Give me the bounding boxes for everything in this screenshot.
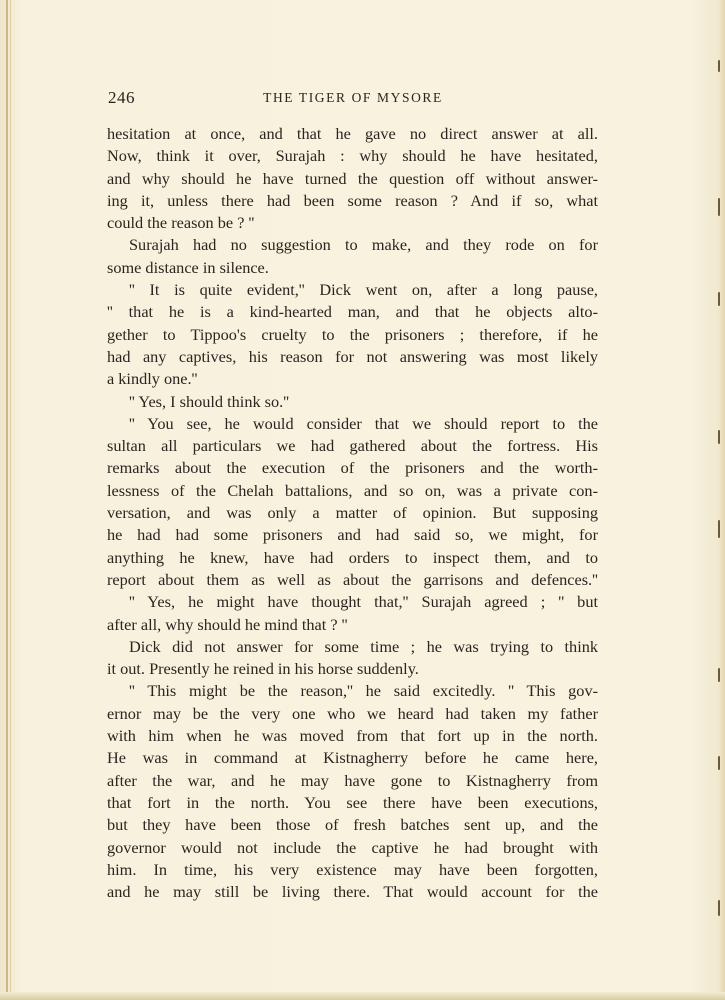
text-line: He was in command at Kistnagherry before he came here, bbox=[107, 748, 598, 768]
binding-edge bbox=[6, 0, 8, 1000]
scan-mark bbox=[718, 756, 720, 770]
text-line: it out. Presently he reined in his horse suddenly. bbox=[107, 659, 419, 679]
text-line: versation, and was only a matter of opinion. But supposing bbox=[107, 503, 598, 523]
text-line: '' You see, he would consider that we should report to the bbox=[129, 413, 598, 433]
text-line: gether to Tippoo's cruelty to the prisoners ; therefore, if he bbox=[107, 324, 598, 344]
page-number: 246 bbox=[108, 88, 135, 107]
page-bottom-edge bbox=[0, 992, 725, 1000]
body-text bbox=[107, 123, 598, 903]
page-header bbox=[108, 88, 598, 108]
text-line: but they have been those of fresh batches sent up, and the bbox=[107, 815, 598, 835]
text-line: some distance in silence. bbox=[107, 257, 269, 277]
text-line: '' This might be the reason,'' he said excitedly. '' This gov- bbox=[129, 681, 598, 701]
text-line: lessness of the Chelah battalions, and so on, was a private con- bbox=[107, 480, 598, 500]
text-line: sultan all particulars we had gathered about the fortress. His bbox=[107, 436, 598, 456]
text-line: Now, think it over, Surajah : why should he have hesitated, bbox=[107, 146, 598, 166]
text-line: and why should he have turned the question off without answer- bbox=[107, 168, 598, 188]
text-line: after all, why should he mind that ? '' bbox=[107, 614, 348, 634]
text-line: had any captives, his reason for not answering was most likely bbox=[107, 346, 598, 366]
scan-mark bbox=[718, 900, 720, 916]
scan-mark bbox=[718, 520, 720, 538]
text-line: Surajah had no suggestion to make, and they rode on for bbox=[129, 235, 598, 255]
page-right-edge bbox=[719, 0, 725, 1000]
scan-mark bbox=[718, 430, 720, 444]
scan-mark bbox=[718, 292, 720, 306]
running-title: THE TIGER OF MYSORE bbox=[263, 90, 443, 105]
text-line: him. In time, his very existence may have been forgotten, bbox=[107, 859, 598, 879]
text-line: '' Yes, he might have thought that,'' Surajah agreed ; '' but bbox=[129, 592, 598, 612]
text-line: ing it, unless there had been some reason ? And if so, what bbox=[107, 190, 598, 210]
text-line: '' Yes, I should think so.'' bbox=[129, 391, 290, 411]
text-line: governor would not include the captive he had brought with bbox=[107, 837, 598, 857]
text-line: he had had some prisoners and had said so, we might, for bbox=[107, 525, 598, 545]
text-line: after the war, and he may have gone to Kistnagherry from bbox=[107, 770, 598, 790]
text-line: and he may still be living there. That would account for the bbox=[107, 882, 598, 902]
binding-edge-inner bbox=[10, 0, 11, 1000]
text-line: remarks about the execution of the prisoners and the worth- bbox=[107, 458, 598, 478]
scan-mark bbox=[718, 198, 720, 216]
text-line: that fort in the north. You see there have been executions, bbox=[107, 792, 598, 812]
text-line: with him when he was moved from that fort up in the north. bbox=[107, 726, 598, 746]
text-line: anything he knew, have had orders to inspect them, and to bbox=[107, 547, 598, 567]
text-line: Dick did not answer for some time ; he was trying to think bbox=[129, 636, 598, 656]
text-line: report about them as well as about the garrisons and defences.'' bbox=[107, 569, 598, 589]
text-line: ernor may be the very one who we heard had taken my father bbox=[107, 703, 598, 723]
text-line: hesitation at once, and that he gave no direct answer at all. bbox=[107, 124, 598, 143]
text-line: a kindly one.'' bbox=[107, 369, 198, 389]
scan-mark bbox=[718, 60, 720, 72]
text-line: could the reason be ? '' bbox=[107, 213, 255, 233]
scan-mark bbox=[718, 668, 720, 682]
text-line: '' It is quite evident,'' Dick went on, after a long pause, bbox=[129, 280, 598, 300]
text-line: '' that he is a kind-hearted man, and that he objects alto- bbox=[107, 302, 598, 322]
